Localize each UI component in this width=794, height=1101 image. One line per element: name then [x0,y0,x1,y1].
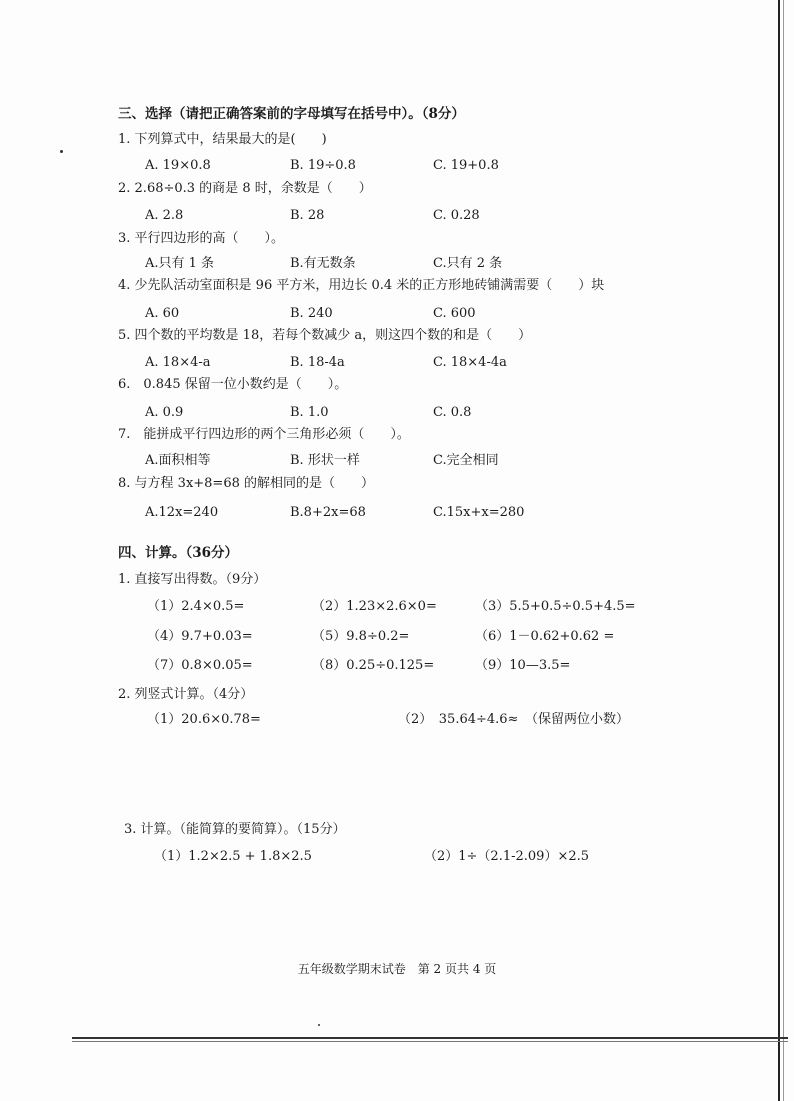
scan-speck [60,150,63,153]
calc-4: （4）9.7+0.03= [147,629,253,644]
q3-stem: 3. 平行四边形的高（ ）。 [118,231,285,246]
scan-edge-line [783,0,784,1101]
simplify-calc-1: （1）1.2×2.5 + 1.8×2.5 [154,849,312,864]
page-footer: 五年级数学期末试卷 第 2 页共 4 页 [297,962,497,976]
q3-option-b: B.有无数条 [290,256,356,271]
q7-option-b: B. 形状一样 [290,453,360,468]
q8-option-c: C.15x+x=280 [433,505,525,520]
q5-stem: 5. 四个数的平均数是 18，若每个数减少 a，则这四个数的和是（ ） [118,328,532,343]
q6-stem: 6. 0.845 保留一位小数约是（ ）。 [118,377,348,392]
calc-5: （5）9.8÷0.2= [312,629,410,644]
part1-title: 1. 直接写出得数。（9分） [118,572,267,587]
vertical-calc-1: （1）20.6×0.78= [147,712,261,727]
q5-option-b: B. 18-4a [290,355,345,370]
section4-title: 四、计算。（36分） [118,545,239,561]
part2-title: 2. 列竖式计算。（4分） [118,687,254,702]
q2-stem: 2. 2.68÷0.3 的商是 8 时，余数是（ ） [118,181,372,196]
q6-option-b: B. 1.0 [290,405,329,420]
calc-8: （8）0.25÷0.125= [312,658,435,673]
q8-stem: 8. 与方程 3x+8=68 的解相同的是（ ） [118,476,375,491]
section3-title: 三、选择（请把正确答案前的字母填写在括号中）。（8分） [118,106,465,122]
calc-7: （7）0.8×0.05= [147,658,253,673]
calc-9: （9）10—3.5= [475,658,571,673]
q3-option-c: C.只有 2 条 [433,256,503,271]
scan-edge-line [778,0,780,1101]
q4-stem: 4. 少先队活动室面积是 96 平方米，用边长 0.4 米的正方形地砖铺满需要（ ）块 [118,278,605,293]
q8-option-a: A.12x=240 [145,505,219,520]
q1-option-b: B. 19÷0.8 [290,158,356,173]
q4-option-b: B. 240 [290,306,333,321]
part3-title: 3. 计算。（能简算的要简算）。（15分） [124,822,346,837]
q8-option-b: B.8+2x=68 [290,505,366,520]
simplify-calc-2: （2）1÷（2.1-2.09）×2.5 [424,849,590,864]
calc-2: （2）1.23×2.6×0= [312,599,437,614]
q4-option-a: A. 60 [145,306,180,321]
scan-bottom-line [72,1041,788,1042]
q1-stem: 1. 下列算式中，结果最大的是( ) [118,132,327,147]
q6-option-a: A. 0.9 [145,405,184,420]
scan-speck [318,1024,320,1026]
calc-3: （3）5.5+0.5÷0.5+4.5= [475,599,636,614]
q3-option-a: A.只有 1 条 [145,256,215,271]
q7-stem: 7. 能拼成平行四边形的两个三角形必须（ ）。 [118,427,410,442]
q1-option-a: A. 19×0.8 [145,158,211,173]
q4-option-c: C. 600 [433,306,476,321]
scan-bottom-line [72,1037,788,1039]
calc-1: （1）2.4×0.5= [147,599,245,614]
q1-option-c: C. 19+0.8 [433,158,499,173]
q6-option-c: C. 0.8 [433,405,472,420]
q2-option-c: C. 0.28 [433,208,480,223]
q7-option-c: C.完全相同 [433,453,499,468]
q7-option-a: A.面积相等 [145,453,211,468]
vertical-calc-2: （2） 35.64÷4.6≈ （保留两位小数） [398,712,629,727]
q2-option-b: B. 28 [290,208,325,223]
q5-option-c: C. 18×4-4a [433,355,507,370]
q5-option-a: A. 18×4-a [145,355,211,370]
calc-6: （6）1－0.62+0.62 = [475,629,615,644]
q2-option-a: A. 2.8 [145,208,184,223]
